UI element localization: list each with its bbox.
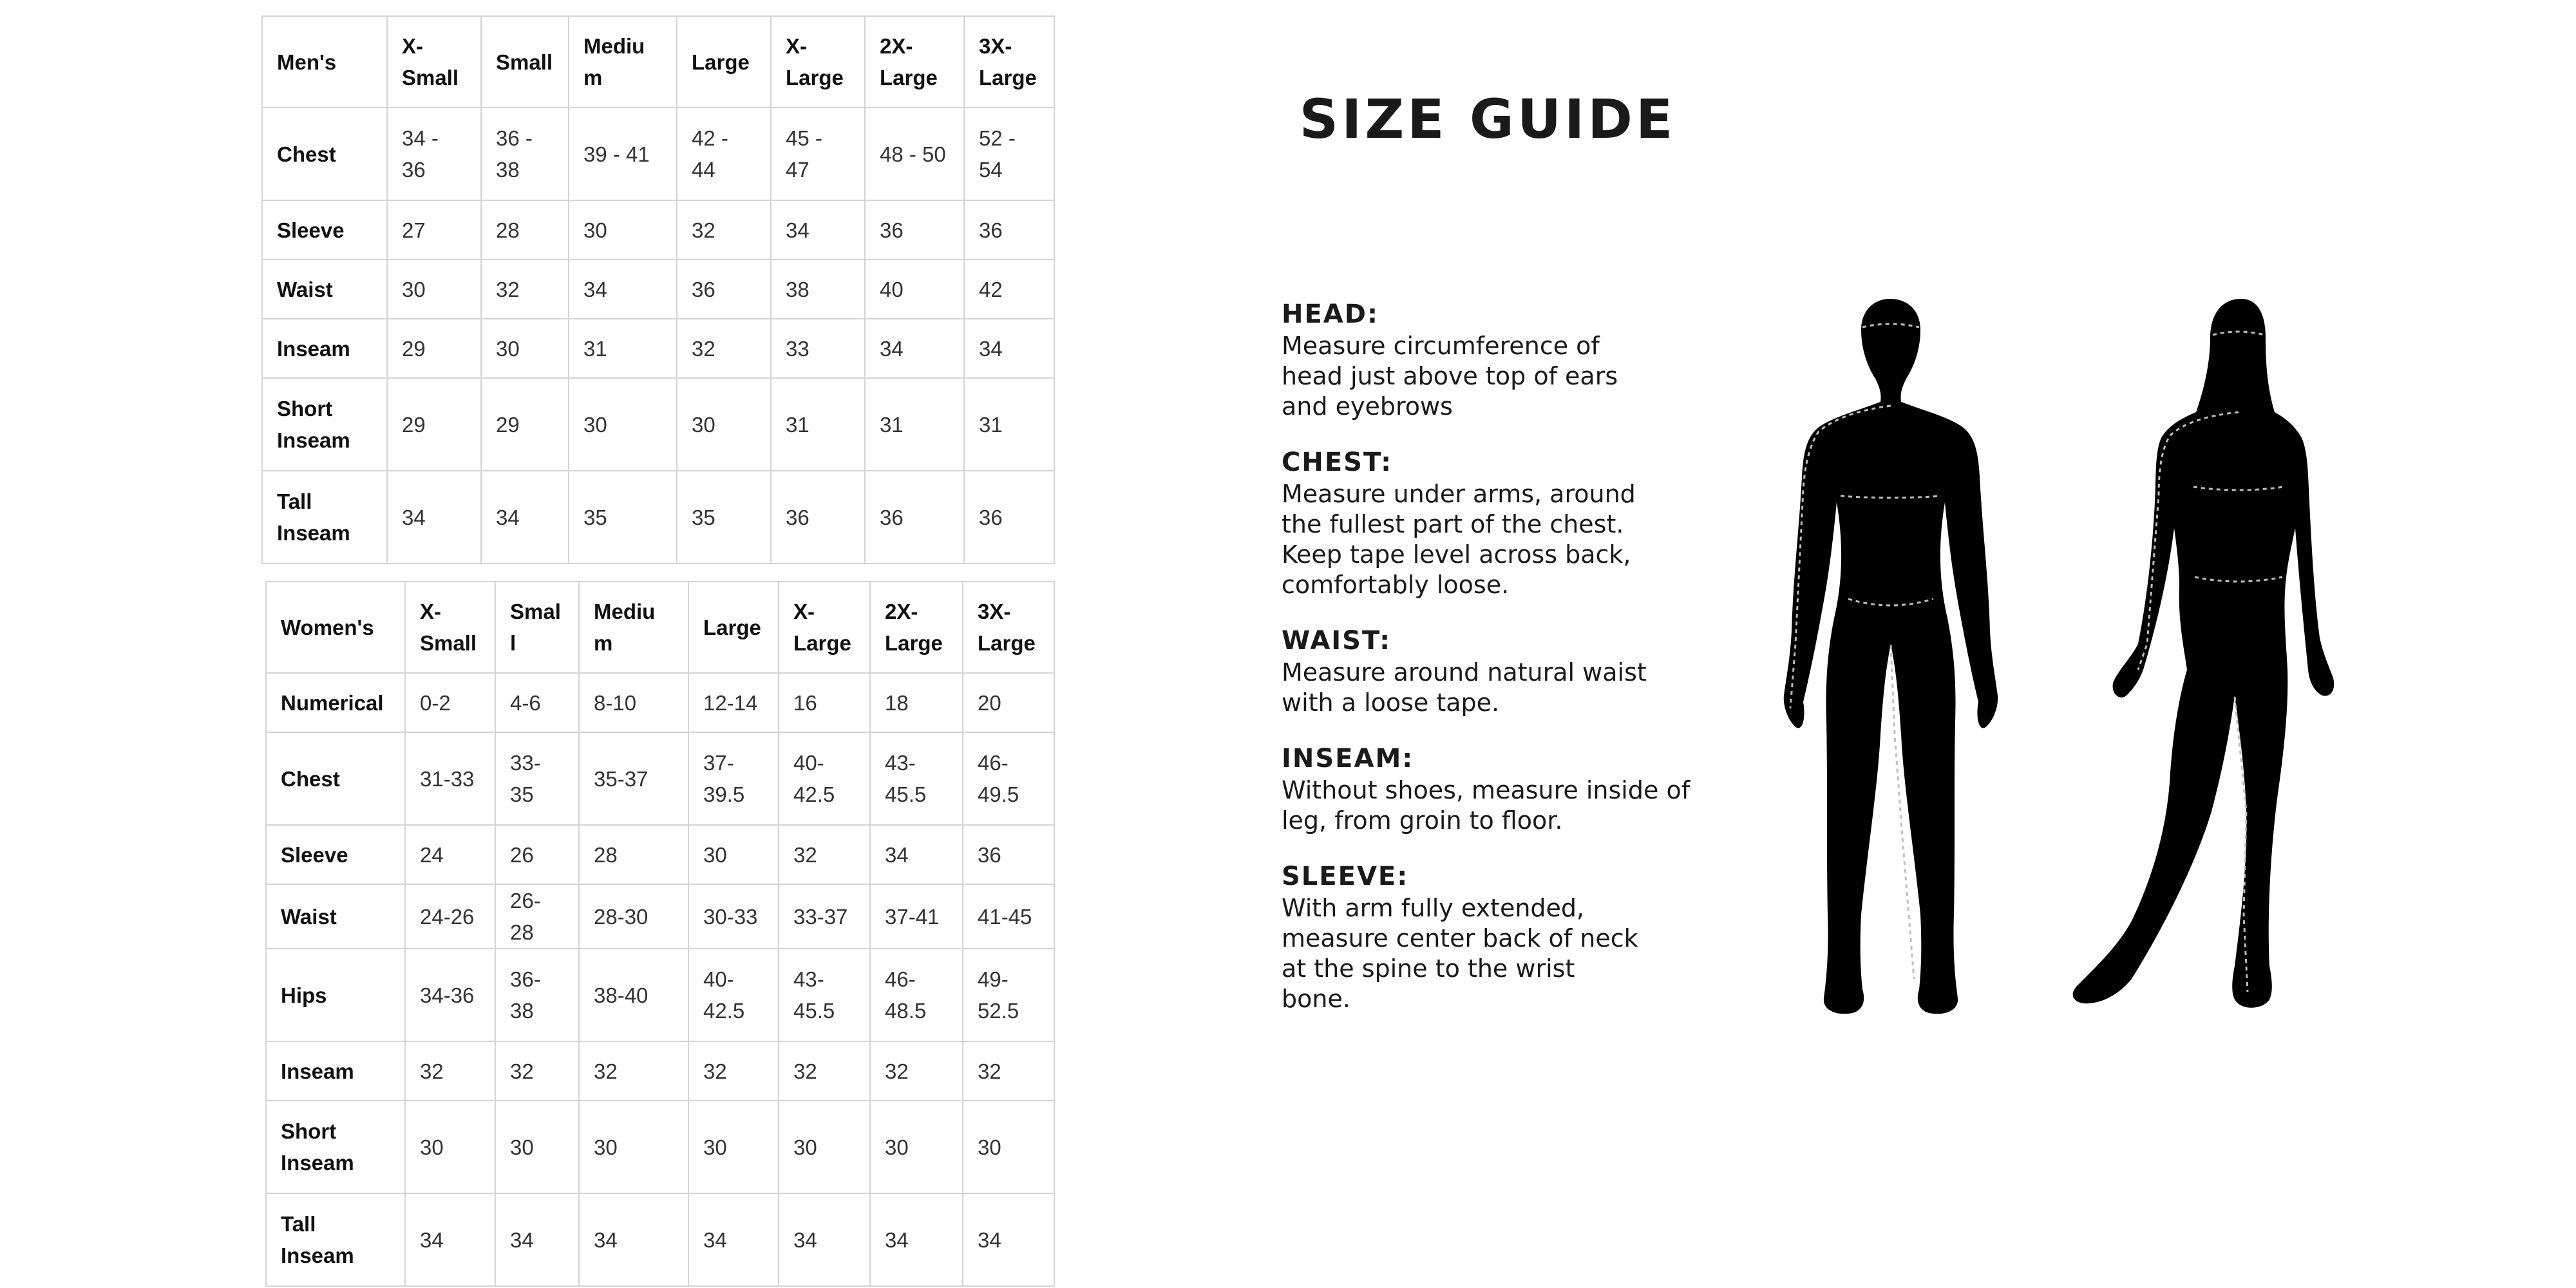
table-cell: 32 [677, 200, 771, 260]
row-label: Chest [266, 732, 405, 825]
table-cell: 32 [677, 319, 771, 378]
female-silhouette-icon [2073, 299, 2334, 1008]
table-cell: 37-39.5 [688, 732, 779, 825]
table-cell: 40 [865, 260, 964, 319]
table-cell: 30 [495, 1101, 579, 1193]
mens-header-x-large: X-Large [771, 16, 865, 108]
table-cell: 30 [688, 825, 779, 884]
male-silhouette-icon [1784, 299, 1998, 1014]
womens-row-tall-inseam [266, 1193, 1054, 1286]
row-label: Tall Inseam [266, 1193, 405, 1286]
womens-header-large: Large [688, 582, 779, 673]
table-cell: 42 - 44 [677, 108, 771, 200]
table-cell: 32 [779, 825, 870, 884]
table-cell: 36 - 38 [481, 108, 569, 200]
table-cell: 8-10 [579, 673, 688, 732]
mens-header-x-small: X-Small [387, 16, 481, 108]
mens-header-row [262, 16, 1054, 108]
table-cell: 31 [964, 378, 1054, 471]
table-cell: 32 [963, 1041, 1054, 1101]
guide-section-sleeve [1282, 860, 1745, 1014]
table-cell: 31 [771, 378, 865, 471]
table-cell: 26-28 [495, 884, 579, 949]
row-label: Inseam [266, 1041, 405, 1101]
table-cell: 36-38 [495, 949, 579, 1041]
table-cell: 52 - 54 [964, 108, 1054, 200]
womens-header-label: Women's [266, 582, 405, 673]
table-cell: 32 [495, 1041, 579, 1101]
womens-header-3x-large: 3X-Large [963, 582, 1054, 673]
guide-heading: HEAD: [1282, 299, 1379, 329]
mens-row-chest [262, 108, 1054, 200]
table-cell: 34 [579, 1193, 688, 1286]
table-cell: 29 [481, 378, 569, 471]
guide-section-head [1282, 298, 1745, 422]
table-cell: 34 [779, 1193, 870, 1286]
table-cell: 43-45.5 [870, 732, 963, 825]
womens-row-hips [266, 949, 1054, 1041]
table-cell: 36 [964, 471, 1054, 564]
table-cell: 30 [870, 1101, 963, 1193]
table-cell: 36 [964, 200, 1054, 260]
row-label: Chest [262, 108, 387, 200]
mens-row-tall-inseam [262, 471, 1054, 564]
table-cell: 34 [481, 471, 569, 564]
table-cell: 34 [964, 319, 1054, 378]
table-cell: 33-35 [495, 732, 579, 825]
guide-text: Measure around natural waist with a loose tape. [1282, 658, 1647, 717]
row-label: Numerical [266, 673, 405, 732]
table-cell: 34 [870, 1193, 963, 1286]
row-label: Short Inseam [266, 1101, 405, 1193]
measurement-guide [1282, 298, 1745, 1038]
table-cell: 4-6 [495, 673, 579, 732]
guide-text: With arm fully extended, measure center back of neck at the spine to the wrist bone. [1282, 894, 1638, 1013]
mens-row-inseam [262, 319, 1054, 378]
womens-header-x-large: X-Large [779, 582, 870, 673]
table-cell: 30 [579, 1101, 688, 1193]
table-cell: 36 [771, 471, 865, 564]
table-cell: 35 [569, 471, 677, 564]
table-cell: 0-2 [405, 673, 495, 732]
table-cell: 34-36 [405, 949, 495, 1041]
table-cell: 28-30 [579, 884, 688, 949]
table-cell: 36 [677, 260, 771, 319]
table-cell: 34 [387, 471, 481, 564]
table-cell: 35 [677, 471, 771, 564]
womens-header-row [266, 582, 1054, 673]
table-cell: 32 [870, 1041, 963, 1101]
mens-header-label: Men's [262, 16, 387, 108]
table-cell: 34 [688, 1193, 779, 1286]
table-cell: 28 [579, 825, 688, 884]
table-cell: 37-41 [870, 884, 963, 949]
womens-row-numerical [266, 673, 1054, 732]
guide-section-chest [1282, 446, 1745, 600]
table-cell: 24-26 [405, 884, 495, 949]
table-cell: 30 [963, 1101, 1054, 1193]
row-label: Sleeve [262, 200, 387, 260]
table-cell: 33 [771, 319, 865, 378]
table-cell: 31-33 [405, 732, 495, 825]
body-silhouettes [1765, 283, 2409, 1030]
guide-section-waist [1282, 624, 1745, 718]
table-cell: 46-48.5 [870, 949, 963, 1041]
table-cell: 18 [870, 673, 963, 732]
row-label: Inseam [262, 319, 387, 378]
guide-section-inseam [1282, 742, 1745, 836]
table-cell: 12-14 [688, 673, 779, 732]
table-cell: 30 [569, 378, 677, 471]
row-label: Waist [262, 260, 387, 319]
table-cell: 30 [677, 378, 771, 471]
guide-text: Without shoes, measure inside of leg, from groin to floor. [1282, 776, 1690, 835]
row-label: Short Inseam [262, 378, 387, 471]
table-cell: 32 [405, 1041, 495, 1101]
table-cell: 45 - 47 [771, 108, 865, 200]
table-cell: 35-37 [579, 732, 688, 825]
table-cell: 24 [405, 825, 495, 884]
mens-header-3x-large: 3X-Large [964, 16, 1054, 108]
guide-text: Measure under arms, around the fullest part of the chest. Keep tape level across back, comfortably loose. [1282, 480, 1636, 599]
table-cell: 36 [963, 825, 1054, 884]
table-cell: 31 [865, 378, 964, 471]
table-cell: 32 [688, 1041, 779, 1101]
row-label: Hips [266, 949, 405, 1041]
table-cell: 39 - 41 [569, 108, 677, 200]
guide-heading: INSEAM: [1282, 744, 1414, 773]
womens-header-small: Small [495, 582, 579, 673]
table-cell: 29 [387, 319, 481, 378]
table-cell: 34 [405, 1193, 495, 1286]
row-label: Sleeve [266, 825, 405, 884]
size-guide-title: SIZE GUIDE [1299, 88, 1676, 151]
table-cell: 33-37 [779, 884, 870, 949]
table-cell: 30 [481, 319, 569, 378]
mens-header-large: Large [677, 16, 771, 108]
table-cell: 30 [405, 1101, 495, 1193]
guide-heading: CHEST: [1282, 448, 1393, 477]
womens-header-2x-large: 2X-Large [870, 582, 963, 673]
table-cell: 27 [387, 200, 481, 260]
row-label: Waist [266, 884, 405, 949]
table-cell: 36 [865, 471, 964, 564]
table-cell: 43-45.5 [779, 949, 870, 1041]
table-cell: 34 [870, 825, 963, 884]
mens-row-sleeve [262, 200, 1054, 260]
mens-size-table [261, 15, 1055, 564]
womens-row-waist [266, 884, 1054, 949]
womens-header-x-small: X-Small [405, 582, 495, 673]
womens-row-chest [266, 732, 1054, 825]
mens-header-2x-large: 2X-Large [865, 16, 964, 108]
womens-row-sleeve [266, 825, 1054, 884]
mens-header-medium: Medium [569, 16, 677, 108]
table-cell: 30 [569, 200, 677, 260]
table-cell: 32 [779, 1041, 870, 1101]
table-cell: 16 [779, 673, 870, 732]
table-cell: 30 [387, 260, 481, 319]
mens-row-short-inseam [262, 378, 1054, 471]
table-cell: 30 [779, 1101, 870, 1193]
guide-text: Measure circumference of head just above top of ears and eyebrows [1282, 332, 1618, 421]
table-cell: 48 - 50 [865, 108, 964, 200]
table-cell: 41-45 [963, 884, 1054, 949]
table-cell: 26 [495, 825, 579, 884]
table-cell: 42 [964, 260, 1054, 319]
guide-heading: WAIST: [1282, 626, 1392, 656]
womens-size-table [265, 581, 1055, 1287]
table-cell: 34 [495, 1193, 579, 1286]
mens-row-waist [262, 260, 1054, 319]
table-cell: 32 [579, 1041, 688, 1101]
table-cell: 31 [569, 319, 677, 378]
row-label: Tall Inseam [262, 471, 387, 564]
table-cell: 29 [387, 378, 481, 471]
womens-header-medium: Medium [579, 582, 688, 673]
table-cell: 46-49.5 [963, 732, 1054, 825]
table-cell: 20 [963, 673, 1054, 732]
table-cell: 30 [688, 1101, 779, 1193]
guide-heading: SLEEVE: [1282, 862, 1409, 891]
table-cell: 38-40 [579, 949, 688, 1041]
table-cell: 32 [481, 260, 569, 319]
table-cell: 30-33 [688, 884, 779, 949]
womens-row-inseam [266, 1041, 1054, 1101]
table-cell: 40-42.5 [779, 732, 870, 825]
table-cell: 40-42.5 [688, 949, 779, 1041]
table-cell: 28 [481, 200, 569, 260]
womens-row-short-inseam [266, 1101, 1054, 1193]
mens-header-small: Small [481, 16, 569, 108]
table-cell: 34 [569, 260, 677, 319]
table-cell: 34 - 36 [387, 108, 481, 200]
table-cell: 49-52.5 [963, 949, 1054, 1041]
table-cell: 34 [963, 1193, 1054, 1286]
table-cell: 34 [865, 319, 964, 378]
table-cell: 36 [865, 200, 964, 260]
table-cell: 38 [771, 260, 865, 319]
table-cell: 34 [771, 200, 865, 260]
